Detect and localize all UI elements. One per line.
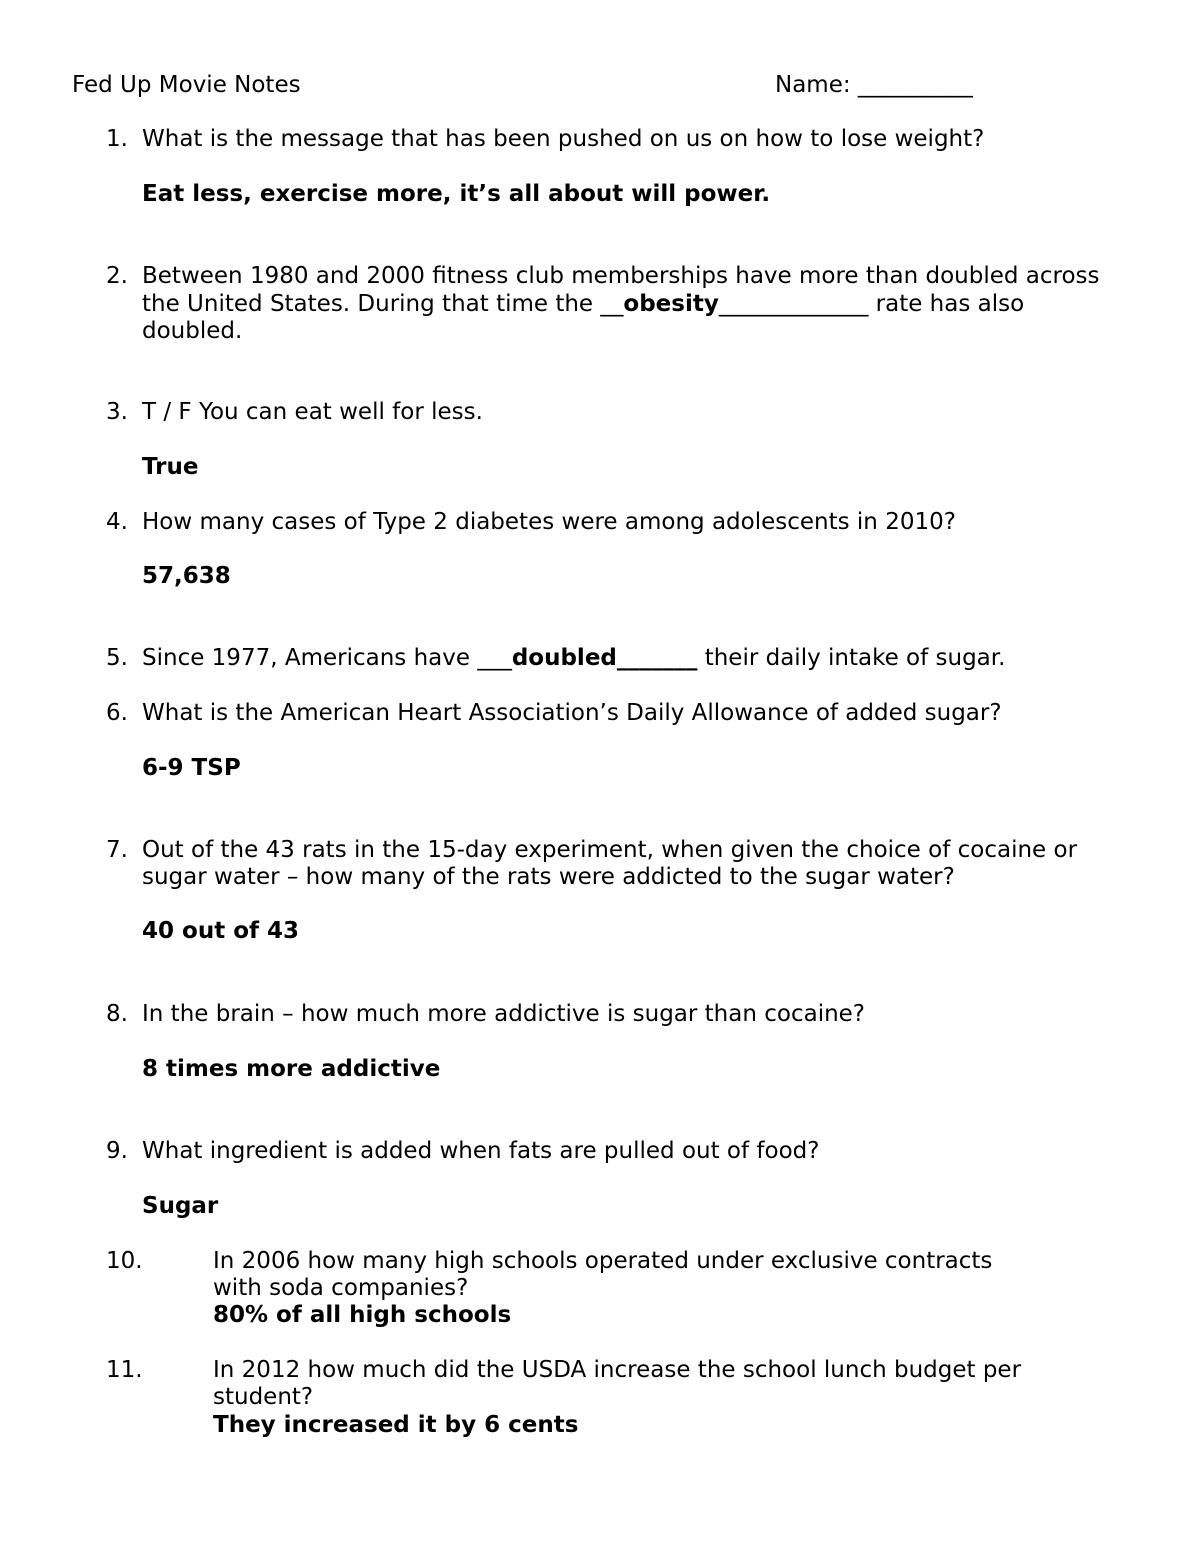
question-number: 9. <box>106 1138 128 1164</box>
answer-text: 6-9 TSP <box>142 755 241 781</box>
question-text: In 2006 how many high schools operated under exclusive contracts <box>213 1248 993 1274</box>
question-number: 4. <box>106 509 128 535</box>
question-text: doubled. <box>142 318 243 344</box>
answer-text: Eat less, exercise more, it’s all about will power. <box>142 181 771 207</box>
question-text: What ingredient is added when fats are pulled out of food? <box>142 1138 820 1164</box>
question-number: 10. <box>106 1248 143 1274</box>
question-text: In 2012 how much did the USDA increase the school lunch budget per <box>213 1357 1022 1383</box>
question-text: Since 1977, Americans have ___ <box>142 645 512 671</box>
answer-text: 80% of all high schools <box>213 1302 512 1328</box>
question-text: Out of the 43 rats in the 15-day experiment, when given the choice of cocaine or <box>142 837 1078 863</box>
question-number: 3. <box>106 399 128 425</box>
question-text-with-blank <box>142 644 1005 672</box>
answer-blank-fill: doubled_______ <box>511 645 698 671</box>
question-text: T / F You can eat well for less. <box>142 399 483 425</box>
question-number: 5. <box>106 645 128 671</box>
question-number: 11. <box>106 1357 143 1383</box>
answer-text: 40 out of 43 <box>142 918 300 944</box>
question-text: student? <box>213 1384 314 1410</box>
question-text: sugar water – how many of the rats were addicted to the sugar water? <box>142 864 955 890</box>
question-text: What is the American Heart Association’s Daily Allowance of added sugar? <box>142 700 1002 726</box>
name-field-label: Name: __________ <box>775 72 973 98</box>
worksheet-title: Fed Up Movie Notes <box>72 72 301 98</box>
question-text: with soda companies? <box>213 1275 469 1301</box>
question-text: _____________ rate has also <box>718 291 1025 317</box>
question-number: 2. <box>106 263 128 289</box>
question-text: the United States. During that time the __ <box>142 291 624 317</box>
answer-text: 57,638 <box>142 563 231 589</box>
question-text: How many cases of Type 2 diabetes were among adolescents in 2010? <box>142 509 956 535</box>
question-text-with-blank <box>142 290 1024 318</box>
answer-text: They increased it by 6 cents <box>213 1412 579 1438</box>
answer-text: 8 times more addictive <box>142 1056 441 1082</box>
answer-text: True <box>142 454 199 480</box>
question-number: 6. <box>106 700 128 726</box>
answer-blank-fill: obesity <box>623 291 719 317</box>
question-text: Between 1980 and 2000 fitness club memberships have more than doubled across <box>142 263 1100 289</box>
answer-text: Sugar <box>142 1193 219 1219</box>
question-number: 8. <box>106 1001 128 1027</box>
question-text: What is the message that has been pushed on us on how to lose weight? <box>142 126 985 152</box>
question-number: 1. <box>106 126 128 152</box>
question-number: 7. <box>106 837 128 863</box>
question-text: their daily intake of sugar. <box>697 645 1006 671</box>
question-text: In the brain – how much more addictive is sugar than cocaine? <box>142 1001 866 1027</box>
